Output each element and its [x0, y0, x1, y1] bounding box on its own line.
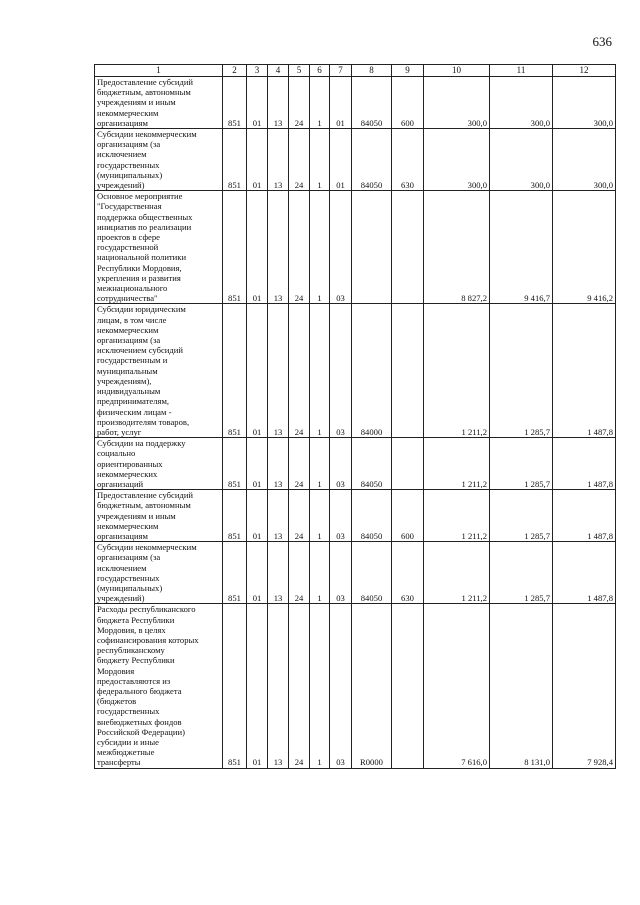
- column-header: 5: [289, 65, 310, 77]
- cell-amount-year-3: 1 487,8: [553, 542, 616, 604]
- cell-subsection: 13: [268, 490, 289, 542]
- column-header: 10: [424, 65, 490, 77]
- cell-program: 24: [289, 438, 310, 490]
- cell-amount-year-2: 300,0: [490, 77, 553, 129]
- column-header: 8: [352, 65, 392, 77]
- cell-amount-year-1: 1 211,2: [424, 438, 490, 490]
- cell-subprogram: 1: [310, 542, 330, 604]
- cell-amount-year-2: 1 285,7: [490, 490, 553, 542]
- row-description: Расходы республиканского бюджета Республики Мордовия, в целях софинансирования которых республиканскому бюджету Республики Мордовия предоставляются из федерального бюджета (бюджетов государственных внебюджетных фондов Российской Федерации) субсидии и иные межбюджетные трансферты: [95, 604, 223, 768]
- cell-activity: 03: [330, 604, 352, 768]
- table-row: [95, 490, 616, 542]
- cell-section: 01: [247, 542, 268, 604]
- cell-section: 01: [247, 129, 268, 191]
- cell-amount-year-1: 300,0: [424, 129, 490, 191]
- cell-subprogram: 1: [310, 438, 330, 490]
- row-description: Субсидии юридическим лицам, в том числе некоммерческим организациям (за исключением субсидий государственным и муниципальным учреждениям), индивидуальным предпринимателям, физическим лицам - производителям товаров, работ, услуг: [95, 304, 223, 438]
- cell-amount-year-1: 300,0: [424, 77, 490, 129]
- cell-subprogram: 1: [310, 304, 330, 438]
- column-header: 9: [392, 65, 424, 77]
- cell-amount-year-2: 1 285,7: [490, 438, 553, 490]
- cell-amount-year-1: 1 211,2: [424, 490, 490, 542]
- table-row: [95, 191, 616, 304]
- cell-ministry-code: 851: [223, 438, 247, 490]
- cell-amount-year-3: 7 928,4: [553, 604, 616, 768]
- cell-subprogram: 1: [310, 604, 330, 768]
- column-header: 4: [268, 65, 289, 77]
- cell-program: 24: [289, 129, 310, 191]
- cell-section: 01: [247, 604, 268, 768]
- cell-ministry-code: 851: [223, 129, 247, 191]
- cell-subprogram: 1: [310, 129, 330, 191]
- cell-section: 01: [247, 490, 268, 542]
- cell-expense-type: [392, 304, 424, 438]
- column-header: 12: [553, 65, 616, 77]
- cell-amount-year-3: 1 487,8: [553, 304, 616, 438]
- column-header: 3: [247, 65, 268, 77]
- cell-amount-year-3: 1 487,8: [553, 490, 616, 542]
- table-row: [95, 438, 616, 490]
- cell-amount-year-3: 9 416,2: [553, 191, 616, 304]
- budget-table: [94, 64, 616, 769]
- cell-expense-type: 630: [392, 542, 424, 604]
- cell-activity: 03: [330, 191, 352, 304]
- cell-amount-year-3: 300,0: [553, 129, 616, 191]
- table-row: [95, 129, 616, 191]
- cell-ministry-code: 851: [223, 542, 247, 604]
- row-description: Основное мероприятие "Государственная поддержка общественных инициатив по реализации проектов в сфере государственной национальной политики Республики Мордовия, укрепления и развития межнационального сотрудничества": [95, 191, 223, 304]
- table-row: [95, 542, 616, 604]
- cell-program: 24: [289, 490, 310, 542]
- cell-amount-year-2: 1 285,7: [490, 304, 553, 438]
- cell-expense-type: 600: [392, 490, 424, 542]
- table-row: [95, 604, 616, 768]
- cell-amount-year-2: 9 416,7: [490, 191, 553, 304]
- cell-amount-year-2: 1 285,7: [490, 542, 553, 604]
- cell-subsection: 13: [268, 604, 289, 768]
- cell-ministry-code: 851: [223, 604, 247, 768]
- row-description: Субсидии некоммерческим организациям (за исключением государственных (муниципальных) учреждений): [95, 542, 223, 604]
- cell-amount-year-1: 1 211,2: [424, 542, 490, 604]
- cell-expense-type: [392, 438, 424, 490]
- cell-activity: 03: [330, 304, 352, 438]
- cell-subsection: 13: [268, 542, 289, 604]
- cell-subprogram: 1: [310, 490, 330, 542]
- table-row: [95, 77, 616, 129]
- cell-program: 24: [289, 542, 310, 604]
- cell-activity: 01: [330, 129, 352, 191]
- cell-amount-year-1: 7 616,0: [424, 604, 490, 768]
- table-row: [95, 304, 616, 438]
- cell-activity: 03: [330, 490, 352, 542]
- cell-subsection: 13: [268, 129, 289, 191]
- cell-direction: 84050: [352, 77, 392, 129]
- cell-program: 24: [289, 604, 310, 768]
- cell-direction: [352, 191, 392, 304]
- cell-expense-type: [392, 191, 424, 304]
- cell-section: 01: [247, 304, 268, 438]
- cell-expense-type: 600: [392, 77, 424, 129]
- row-description: Предоставление субсидий бюджетным, автономным учреждениям и иным некоммерческим организациям: [95, 77, 223, 129]
- table-header-row: [95, 65, 616, 77]
- cell-direction: 84050: [352, 542, 392, 604]
- cell-subsection: 13: [268, 191, 289, 304]
- cell-ministry-code: 851: [223, 77, 247, 129]
- cell-expense-type: 630: [392, 129, 424, 191]
- row-description: Предоставление субсидий бюджетным, автономным учреждениям и иным некоммерческим организациям: [95, 490, 223, 542]
- cell-amount-year-2: 8 131,0: [490, 604, 553, 768]
- cell-section: 01: [247, 77, 268, 129]
- cell-amount-year-1: 1 211,2: [424, 304, 490, 438]
- cell-activity: 03: [330, 438, 352, 490]
- column-header: 7: [330, 65, 352, 77]
- column-header: 2: [223, 65, 247, 77]
- cell-direction: 84000: [352, 304, 392, 438]
- cell-subsection: 13: [268, 77, 289, 129]
- cell-amount-year-3: 1 487,8: [553, 438, 616, 490]
- column-header: 11: [490, 65, 553, 77]
- cell-program: 24: [289, 304, 310, 438]
- cell-expense-type: [392, 604, 424, 768]
- cell-subprogram: 1: [310, 191, 330, 304]
- cell-program: 24: [289, 77, 310, 129]
- cell-direction: R0000: [352, 604, 392, 768]
- row-description: Субсидии на поддержку социально ориентированных некоммерческих организаций: [95, 438, 223, 490]
- cell-ministry-code: 851: [223, 304, 247, 438]
- cell-program: 24: [289, 191, 310, 304]
- column-header: 6: [310, 65, 330, 77]
- cell-section: 01: [247, 191, 268, 304]
- cell-section: 01: [247, 438, 268, 490]
- cell-amount-year-3: 300,0: [553, 77, 616, 129]
- cell-subsection: 13: [268, 438, 289, 490]
- cell-activity: 03: [330, 542, 352, 604]
- row-description: Субсидии некоммерческим организациям (за исключением государственных (муниципальных) учреждений): [95, 129, 223, 191]
- page-number: 636: [592, 34, 612, 49]
- cell-amount-year-1: 8 827,2: [424, 191, 490, 304]
- cell-ministry-code: 851: [223, 490, 247, 542]
- cell-subsection: 13: [268, 304, 289, 438]
- cell-subprogram: 1: [310, 77, 330, 129]
- cell-direction: 84050: [352, 129, 392, 191]
- cell-activity: 01: [330, 77, 352, 129]
- cell-amount-year-2: 300,0: [490, 129, 553, 191]
- cell-ministry-code: 851: [223, 191, 247, 304]
- column-header: 1: [95, 65, 223, 77]
- cell-direction: 84050: [352, 490, 392, 542]
- cell-direction: 84050: [352, 438, 392, 490]
